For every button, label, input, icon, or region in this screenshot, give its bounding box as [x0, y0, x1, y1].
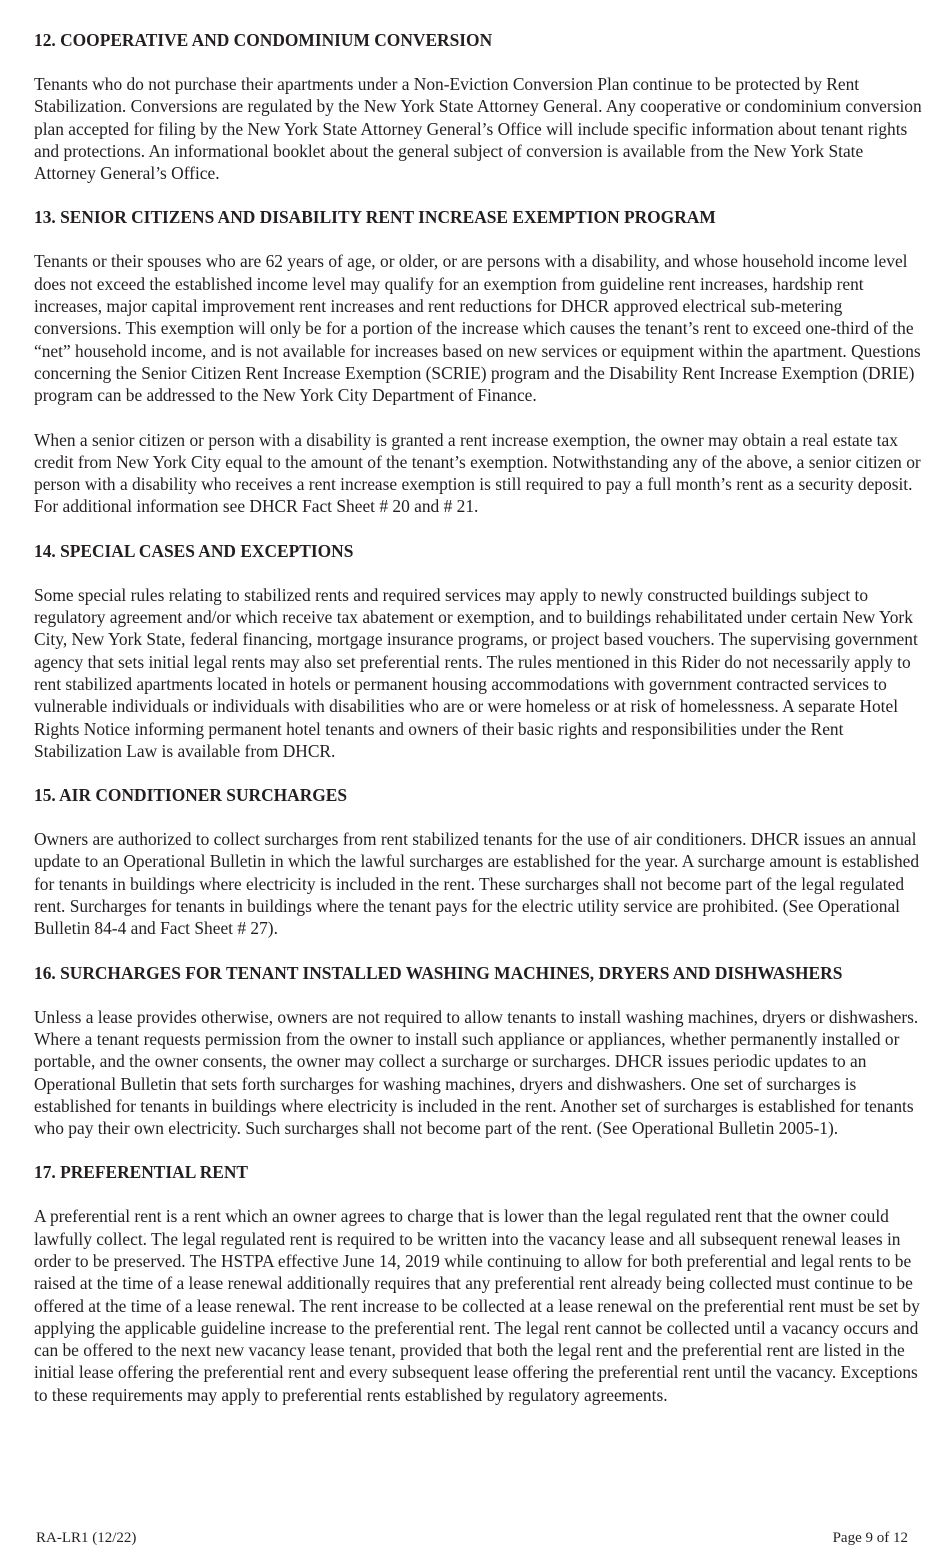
section-16-appliance-surcharges: [34, 962, 922, 1140]
section-15-air-conditioner-surcharges: [34, 784, 922, 939]
paragraph: When a senior citizen or person with a disability is granted a rent increase exemption, the owner may obtain a real estate tax credit from New York City equal to the amount of the tenant’s exemption. Notwithstanding any of the above, a senior citizen or person with a disability who receives a rent increase exemption is still required to pay a full month’s rent as a security deposit. For additional information see DHCR Fact Sheet # 20 and # 21.: [34, 429, 921, 517]
paragraph: A preferential rent is a rent which an owner agrees to charge that is lower than the legal regulated rent that the owner could lawfully collect. The legal regulated rent is required to be written into the vacancy lease and all subsequent renewal leases in order to be preserved. The HSTPA effective June 14, 2019 while continuing to allow for both preferential and legal rents to be raised at the time of a lease renewal additionally requires that any preferential rent already being collected must continue to be offered at the time of a lease renewal. The rent increase to be collected at a lease renewal on the preferential rent must be set by applying the applicable guideline increase to the preferential rent. The legal rent cannot be collected until a vacancy occurs and can be offered to the next new vacancy lease tenant, provided that both the legal rent and the preferential rent are listed in the initial lease offering the preferential rent and every subsequent lease offering the preferential rent until the vacancy. Exceptions to these requirements may apply to preferential rents established by regulatory agreements.: [34, 1206, 920, 1405]
section-12-cooperative-conversion: [34, 29, 922, 184]
section-13-senior-disability-exemption: [34, 206, 922, 517]
section-heading: 12. COOPERATIVE AND CONDOMINIUM CONVERSION: [34, 30, 493, 50]
form-id: RA-LR1 (12/22): [36, 1530, 137, 1546]
paragraph: Owners are authorized to collect surcharges from rent stabilized tenants for the use of air conditioners. DHCR issues an annual update to an Operational Bulletin in which the lawful surcharges are established for the year. A surcharge amount is established for tenants in buildings where electricity is included in the rent. These surcharges shall not become part of the legal regulated rent. Surcharges for tenants in buildings where the tenant pays for the electric utility service are prohibited. (See Operational Bulletin 84-4 and Fact Sheet # 27).: [34, 829, 920, 939]
section-17-preferential-rent: [34, 1161, 922, 1406]
paragraph: Unless a lease provides otherwise, owners are not required to allow tenants to install washing machines, dryers or dishwashers. Where a tenant requests permission from the owner to install such appliance or appliances, whether permanently installed or portable, and the owner consents, the owner may collect a surcharge or surcharges. DHCR issues periodic updates to an Operational Bulletin that sets forth surcharges for washing machines, dryers and dishwashers. One set of surcharges is established for tenants in buildings where electricity is included in the rent. Another set of surcharges is established for tenants who pay their own electricity. Such surcharges shall not become part of the rent. (See Operational Bulletin 2005-1).: [34, 1006, 919, 1139]
document-body: [34, 29, 922, 1428]
section-heading: 17. PREFERENTIAL RENT: [34, 1162, 249, 1183]
section-heading: 16. SURCHARGES FOR TENANT INSTALLED WASHING MACHINES, DRYERS AND DISHWASHERS: [34, 962, 843, 983]
paragraph: Some special rules relating to stabilized rents and required services may apply to newly constructed buildings subject to regulatory agreement and/or which receive tax abatement or exemption, and to buildings rehabilitated under certain New York City, New York State, federal financing, mortgage insurance programs, or project based vouchers. The supervising government agency that sets initial legal rents may also set preferential rents. The rules mentioned in this Rider do not necessarily apply to rent stabilized apartments located in hotels or permanent housing accommodations with government contracted services to vulnerable individuals or individuals with disabilities who are or were homeless or at risk of homelessness. A separate Hotel Rights Notice informing permanent hotel tenants and owners of their basic rights and responsibilities under the Rent Stabilization Law is available from DHCR.: [34, 584, 918, 761]
paragraph: Tenants or their spouses who are 62 years of age, or older, or are persons with a disability, and whose household income level does not exceed the established income level may qualify for an exemption from guideline rent increases, hardship rent increases, major capital improvement rent increases and rent reductions for DHCR approved electrical sub-metering conversions. This exemption will only be for a portion of the increase which causes the tenant’s rent to exceed one-third of the “net” household income, and is not available for increases based on new services or equipment within the apartment. Questions concerning the Senior Citizen Rent Increase Exemption (SCRIE) program and the Disability Rent Increase Exemption (DRIE) program can be addressed to the New York City Department of Finance.: [34, 251, 921, 406]
section-heading: 15. AIR CONDITIONER SURCHARGES: [34, 785, 348, 806]
page-number: Page 9 of 12: [832, 1530, 908, 1546]
section-heading: 13. SENIOR CITIZENS AND DISABILITY RENT INCREASE EXEMPTION PROGRAM: [34, 207, 716, 228]
section-14-special-cases: [34, 540, 922, 762]
paragraph: Tenants who do not purchase their apartments under a Non-Eviction Conversion Plan continue to be protected by Rent Stabilization. Conversions are regulated by the New York State Attorney General. Any cooperative or condominium conversion plan accepted for filing by the New York State Attorney General’s Office will include specific information about tenant rights and protections. An informational booklet about the general subject of conversion is available from the New York State Attorney General’s Office.: [34, 74, 922, 184]
section-heading: 14. SPECIAL CASES AND EXCEPTIONS: [34, 540, 354, 561]
